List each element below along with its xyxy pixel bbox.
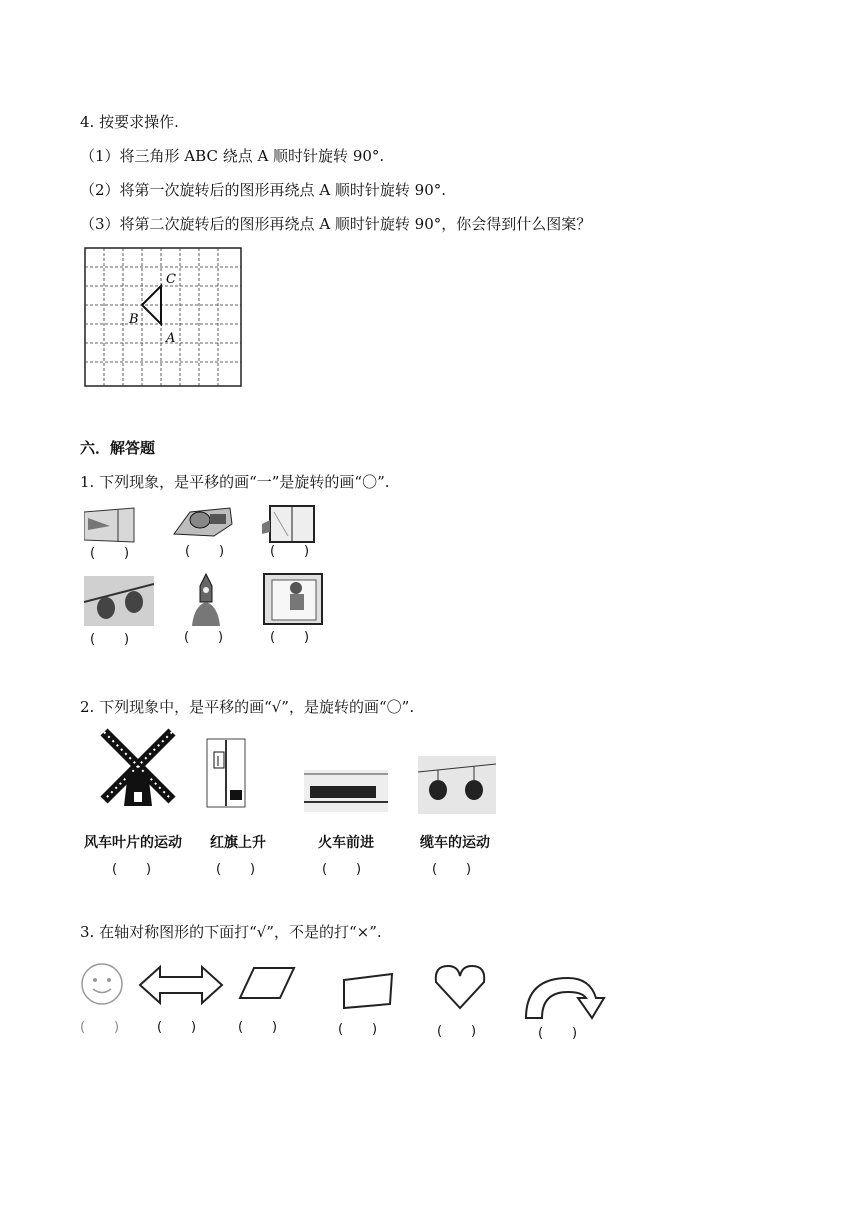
q4-item-2: （2）将第一次旋转后的图形再绕点 A 顺时针旋转 90°. (80, 181, 447, 199)
caption-flag: 红旗上升 (210, 835, 266, 851)
q3-answer-4[interactable]: ( ) (338, 1022, 378, 1037)
sewing-machine-picture (170, 504, 236, 540)
label-c: C (166, 272, 176, 287)
smiley-face-icon (80, 962, 124, 1006)
q4-grid-figure (84, 247, 244, 389)
q1-answer-4[interactable]: ( ) (90, 632, 130, 647)
window-picture (262, 504, 316, 544)
q3-answer-5[interactable]: ( ) (437, 1024, 477, 1039)
section-heading: 六．解答题 (80, 439, 156, 457)
slide-picture (84, 506, 136, 544)
q2-title: 2. 下列现象中，是平移的画“√”，是旋转的画“〇”. (80, 698, 415, 716)
q1-answer-6[interactable]: ( ) (270, 630, 310, 645)
irregular-quadrilateral-icon (340, 970, 396, 1010)
label-a: A (166, 331, 176, 346)
q3-answer-1[interactable]: ( ) (80, 1020, 120, 1035)
q2-answer-2[interactable]: ( ) (216, 862, 256, 877)
q4-title: 4. 按要求操作. (80, 113, 179, 131)
windmill-picture (100, 728, 176, 808)
q3-title: 3. 在轴对称图形的下面打“√”，不是的打“×”. (80, 923, 382, 941)
label-b: B (129, 312, 139, 327)
q1-answer-2[interactable]: ( ) (185, 544, 225, 559)
q1-answer-3[interactable]: ( ) (270, 544, 310, 559)
q4-item-1: （1）将三角形 ABC 绕点 A 顺时针旋转 90°. (80, 147, 385, 165)
flag-picture (206, 738, 246, 808)
q2-answer-3[interactable]: ( ) (322, 862, 362, 877)
train-picture (304, 770, 388, 812)
q1-title: 1. 下列现象，是平移的画“一”是旋转的画“〇”. (80, 473, 390, 491)
q3-answer-6[interactable]: ( ) (538, 1026, 578, 1041)
q2-answer-4[interactable]: ( ) (432, 862, 472, 877)
q3-answer-3[interactable]: ( ) (238, 1020, 278, 1035)
q1-answer-1[interactable]: ( ) (90, 546, 130, 561)
caption-cable-car: 缆车的运动 (420, 835, 490, 851)
q2-answer-1[interactable]: ( ) (112, 862, 152, 877)
gondola-picture (84, 576, 154, 626)
q1-answer-5[interactable]: ( ) (184, 630, 224, 645)
elevator-picture (262, 572, 324, 628)
double-arrow-icon (138, 964, 224, 1006)
rocket-picture (188, 572, 224, 628)
caption-windmill: 风车叶片的运动 (84, 835, 182, 851)
parallelogram-icon (238, 966, 298, 1000)
q4-item-3: （3）将第二次旋转后的图形再绕点 A 顺时针旋转 90°，你会得到什么图案？ (80, 215, 592, 233)
caption-train: 火车前进 (318, 835, 374, 851)
cable-car-picture (418, 756, 496, 814)
heart-icon (432, 962, 488, 1012)
q3-answer-2[interactable]: ( ) (157, 1020, 197, 1035)
curved-arrow-icon (522, 974, 606, 1024)
